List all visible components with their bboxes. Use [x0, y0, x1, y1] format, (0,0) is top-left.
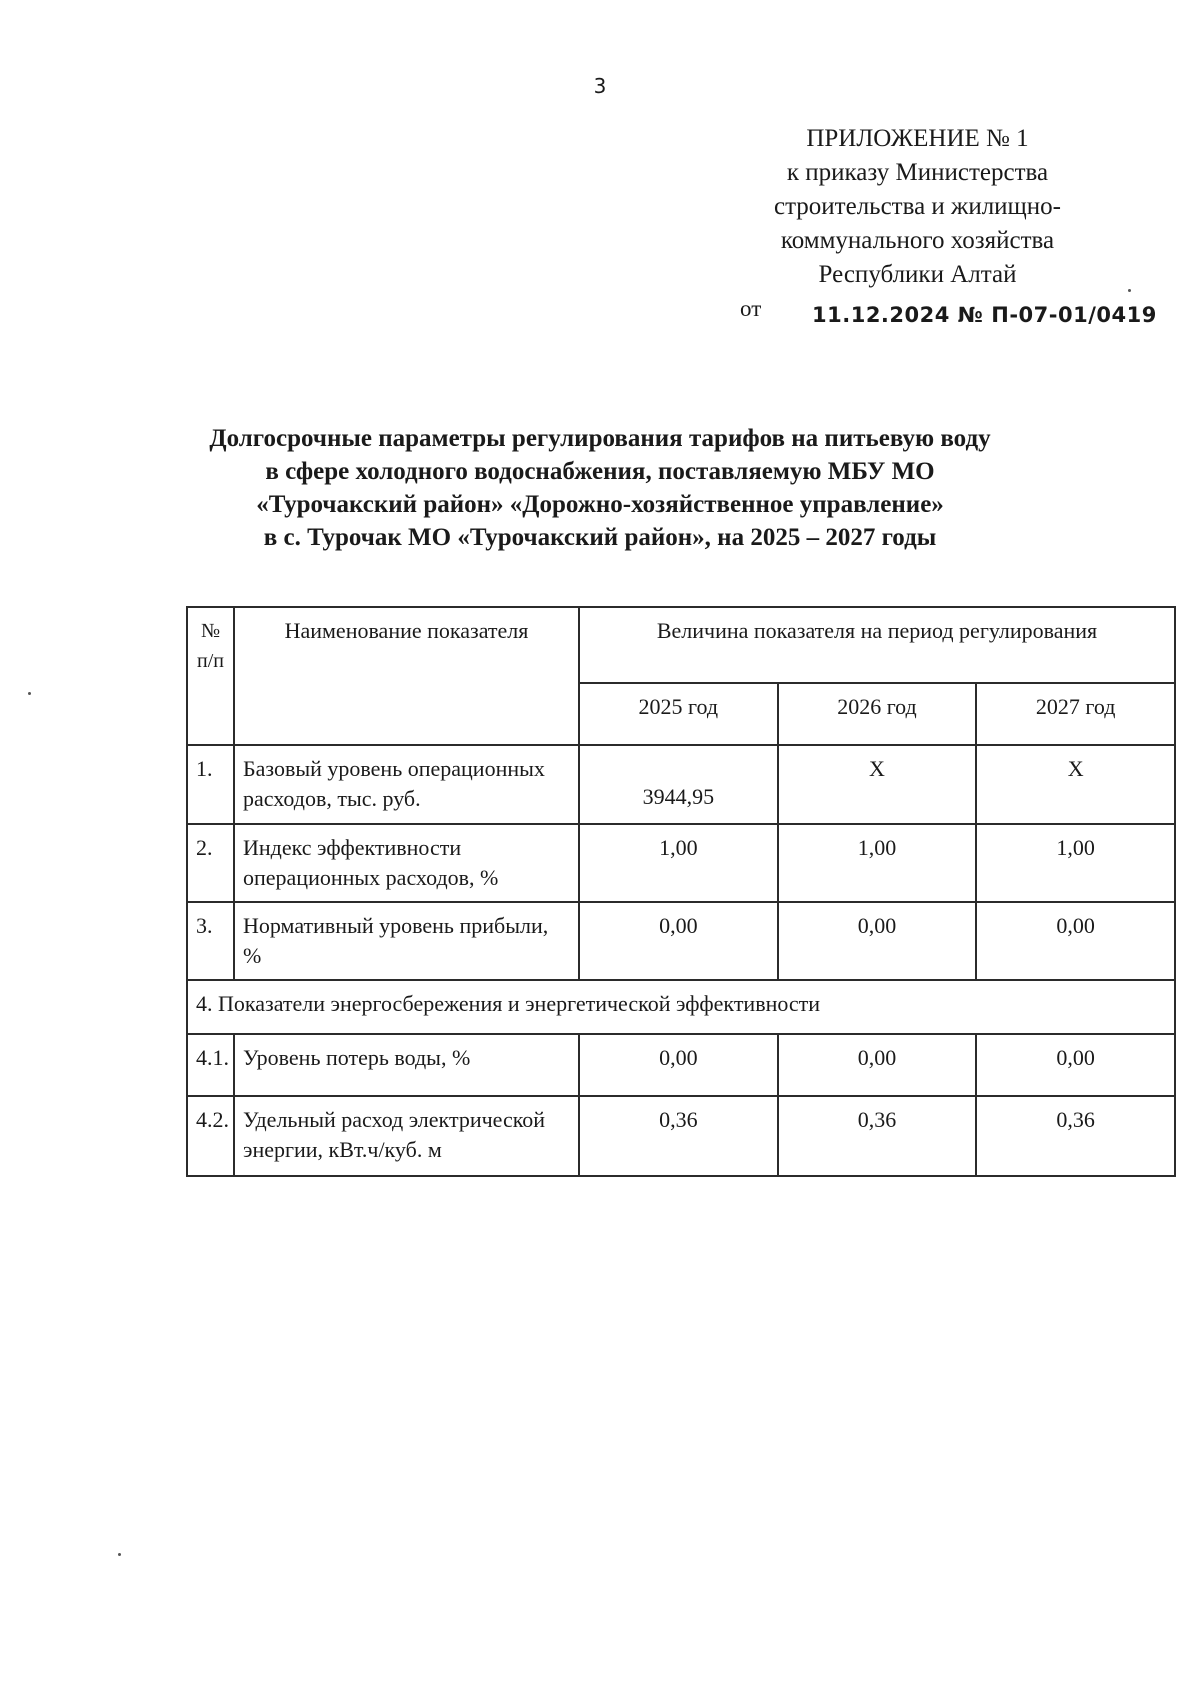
row-indicator-name: Индекс эффективности операционных расходов, %: [234, 824, 579, 902]
row-value: 0,00: [976, 1034, 1175, 1096]
document-title: [0, 422, 1200, 554]
row-value: 1,00: [976, 824, 1175, 902]
row-value: 0,36: [976, 1096, 1175, 1176]
row-value: Х: [778, 745, 977, 824]
row-value: 0,00: [579, 902, 778, 980]
appendix-line: к приказу Министерства: [786, 159, 1049, 186]
header-year: 2026 год: [778, 683, 977, 745]
appendix-title: ПРИЛОЖЕНИЕ № 1: [806, 125, 1029, 152]
row-number: 1.: [187, 745, 234, 824]
row-number: 3.: [187, 902, 234, 980]
header-indicator-name: Наименование показателя: [234, 607, 579, 745]
appendix-line: Республики Алтай: [818, 261, 1017, 288]
row-indicator-name: Базовый уровень операционных расходов, тыс. руб.: [234, 745, 579, 824]
row-number: 4.1.: [187, 1034, 234, 1096]
row-value: 0,00: [778, 902, 977, 980]
row-number: 4.2.: [187, 1096, 234, 1176]
table-row: [187, 745, 1175, 824]
appendix-header: [745, 122, 1090, 292]
row-value: 3944,95: [642, 784, 715, 809]
order-from-label: от: [740, 296, 762, 321]
row-value: 0,00: [579, 1034, 778, 1096]
header-period: Величина показателя на период регулирования: [579, 607, 1175, 683]
order-reference-stamp: 11.12.2024 № П-07-01/0419: [812, 303, 1157, 327]
row-value: 0,00: [778, 1034, 977, 1096]
row-number: 2.: [187, 824, 234, 902]
row-value: Х: [976, 745, 1175, 824]
appendix-line: строительства и жилищно-: [773, 193, 1062, 220]
row-value: 0,36: [778, 1096, 977, 1176]
table-row: [187, 902, 1175, 980]
title-line: Долгосрочные параметры регулирования тарифов на питьевую воду: [209, 425, 991, 452]
title-line: в с. Турочак МО «Турочакский район», на 2025 – 2027 годы: [263, 524, 937, 551]
scan-speck: [1128, 289, 1131, 292]
row-indicator-name: Удельный расход электрической энергии, кВт.ч/куб. м: [234, 1096, 579, 1176]
page-number: 3: [593, 74, 607, 98]
row-value: 0,00: [976, 902, 1175, 980]
header-year: 2027 год: [976, 683, 1175, 745]
row-indicator-name: Нормативный уровень прибыли, %: [234, 902, 579, 980]
row-value-cell: [579, 745, 778, 824]
scan-speck: [118, 1553, 121, 1556]
row-value: 1,00: [778, 824, 977, 902]
title-line: в сфере холодного водоснабжения, поставляемую МБУ МО: [265, 458, 935, 485]
appendix-line: коммунального хозяйства: [780, 227, 1055, 254]
table-header-row: [187, 607, 1175, 683]
table-section-row: [187, 980, 1175, 1034]
title-line: «Турочакский район» «Дорожно-хозяйственное управление»: [256, 491, 944, 518]
header-number: № п/п: [187, 607, 234, 745]
parameters-table: [186, 606, 1176, 1177]
table-row: [187, 1034, 1175, 1096]
table-row: [187, 824, 1175, 902]
row-indicator-name: Уровень потерь воды, %: [234, 1034, 579, 1096]
row-value: 1,00: [579, 824, 778, 902]
section-title: 4. Показатели энергосбережения и энергетической эффективности: [187, 980, 1175, 1034]
row-value: 0,36: [579, 1096, 778, 1176]
header-year: 2025 год: [579, 683, 778, 745]
scan-speck: [28, 692, 31, 695]
table-row: [187, 1096, 1175, 1176]
